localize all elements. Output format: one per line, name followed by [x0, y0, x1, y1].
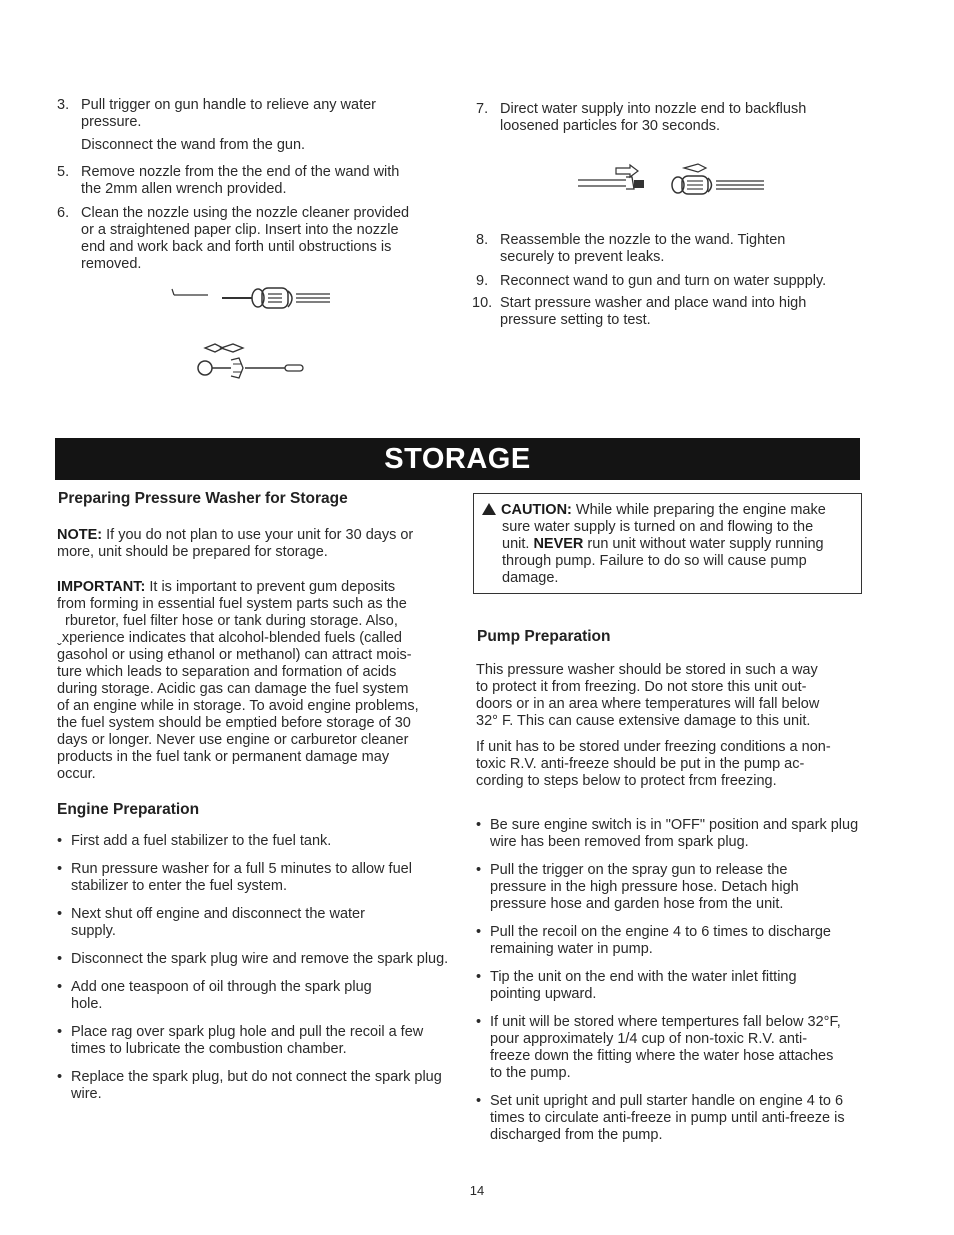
step-line: Reassemble the nozzle to the wand. Tighten: [500, 232, 786, 248]
pump-paragraph-1: [476, 662, 876, 730]
section-heading: Preparing Pressure Washer for Storage: [58, 490, 348, 507]
backflush-illustration: [574, 160, 774, 202]
step-7: [476, 101, 876, 141]
list-item: • Set unit upright and pull starter handle on engine 4 to 6 times to circulate anti-freeze in pump until anti-freeze is discharged from the pump.: [476, 1093, 871, 1144]
paragraph-line: doors or in an area where temperatures will fall below: [476, 696, 820, 712]
page-number: 14: [469, 1183, 485, 1198]
paragraph-line: cording to steps below to protect frcm freezing.: [476, 773, 777, 789]
step-number: 9.: [476, 273, 489, 289]
caution-line: unit.: [502, 536, 534, 552]
important-text: It is important to prevent gum deposits: [145, 579, 396, 595]
caution-text: [482, 502, 857, 587]
step-line: securely to prevent leaks.: [500, 249, 665, 265]
step-line: removed.: [81, 256, 142, 272]
list-item: • Tip the unit on the end with the water inlet fitting pointing upward.: [476, 969, 871, 1003]
important-text: ˬxperience indicates that alcohol-blended fuels (called: [57, 630, 402, 646]
caution-line: sure water supply is turned on and flowing to the: [502, 519, 814, 535]
important-label: IMPORTANT:: [57, 579, 146, 595]
list-item: • If unit will be stored where tempertures fall below 32°F, pour approximately 1/4 cup of non-toxic R.V. anti-freeze down the fitting where the water hose attaches to the pump.: [476, 1014, 871, 1082]
pump-paragraph-2: [476, 739, 876, 790]
step-number: 8.: [476, 232, 489, 248]
paragraph-line: This pressure washer should be stored in such a way: [476, 662, 818, 678]
caution-line: While while preparing the engine make: [571, 502, 826, 518]
step-3: [57, 97, 437, 137]
important-text: from forming in essential fuel system parts such as the: [57, 596, 407, 612]
step-9: [476, 273, 876, 293]
important-text: ture which leads to separation and formation of acids: [57, 664, 397, 680]
caution-box: [473, 493, 862, 594]
list-item: • Place rag over spark plug hole and pull the recoil a few times to lubricate the combustion chamber.: [57, 1024, 452, 1058]
important-text: during storage. Acidic gas can damage the fuel system: [57, 681, 409, 697]
important-text: products in the fuel tank or permanent damage may: [57, 749, 390, 765]
list-item: • Run pressure washer for a full 5 minutes to allow fuel stabilizer to enter the fuel system.: [57, 861, 452, 895]
paragraph-line: to protect it from freezing. Do not store this unit out-: [476, 679, 807, 695]
note-text: more, unit should be prepared for storage.: [57, 544, 328, 560]
pump-preparation-list: [476, 817, 871, 1155]
step-8: [476, 232, 876, 272]
list-item: • Replace the spark plug, but do not connect the spark plug wire.: [57, 1069, 452, 1103]
note-label: NOTE:: [57, 527, 103, 543]
step-line: Clean the nozzle using the nozzle cleaner provided: [81, 205, 410, 221]
paragraph-line: 32° F. This can cause extensive damage to this unit.: [476, 713, 811, 729]
list-item: • Disconnect the spark plug wire and remove the spark plug.: [57, 951, 452, 968]
list-item: • Be sure engine switch is in "OFF" position and spark plug wire has been removed from spark plug.: [476, 817, 871, 851]
step-line: Direct water supply into nozzle end to backflush: [500, 101, 807, 117]
warning-triangle-icon: [482, 503, 496, 515]
caution-label: CAUTION:: [501, 502, 572, 518]
list-item: • Pull the trigger on the spray gun to release the pressure in the high pressure hose. Detach high pressure hose and garden hose from the unit.: [476, 862, 871, 913]
pump-preparation-heading: Pump Preparation: [477, 628, 611, 645]
important-text: rburetor, fuel filter hose or tank during storage. Also,: [65, 613, 398, 629]
never-label: NEVER: [533, 536, 584, 552]
step-number: 5.: [57, 164, 70, 180]
nozzle-cleaning-illustration: [170, 283, 340, 323]
engine-preparation-list: [57, 833, 452, 1114]
nozzle-parts-illustration: [193, 340, 313, 382]
step-line: pressure.: [81, 114, 142, 130]
engine-preparation-heading: Engine Preparation: [57, 801, 200, 818]
list-item: • First add a fuel stabilizer to the fuel tank.: [57, 833, 452, 850]
step-number: 10.: [472, 295, 493, 311]
step-number: 7.: [476, 101, 489, 117]
step-line: Reconnect wand to gun and turn on water suppply.: [500, 273, 827, 289]
step-line: the 2mm allen wrench provided.: [81, 181, 287, 197]
note-text: If you do not plan to use your unit for 30 days or: [102, 527, 414, 543]
list-item: • Add one teaspoon of oil through the spark plug hole.: [57, 979, 452, 1013]
caution-line: run unit without water supply running: [583, 536, 824, 552]
important-text: the fuel system should be emptied before storage of 30: [57, 715, 411, 731]
storage-banner: [55, 438, 860, 480]
important-text: gasohol or using ethanol or methanol) can attract mois-: [57, 647, 412, 663]
step-6: [57, 205, 447, 275]
banner-title: STORAGE: [384, 443, 531, 475]
step-10: [472, 295, 876, 335]
important-paragraph: [57, 579, 457, 783]
caution-line: through pump. Failure to do so will cause pump: [502, 553, 807, 569]
important-text: days or longer. Never use engine or carburetor cleaner: [57, 732, 409, 748]
step-number: 3.: [57, 97, 70, 113]
step-line: Remove nozzle from the the end of the wand with: [81, 164, 400, 180]
step-line: end and work back and forth until obstructions is: [81, 239, 392, 255]
paragraph-line: toxic R.V. anti-freeze should be put in the pump ac-: [476, 756, 805, 772]
step-line: Pull trigger on gun handle to relieve any water: [81, 97, 377, 113]
list-item: • Pull the recoil on the engine 4 to 6 times to discharge remaining water in pump.: [476, 924, 871, 958]
important-text: occur.: [57, 766, 96, 782]
step-line: loosened particles for 30 seconds.: [500, 118, 721, 134]
step-number: 6.: [57, 205, 70, 221]
note-paragraph: [57, 527, 457, 561]
step-extra-text: Disconnect the wand from the gun.: [81, 137, 306, 153]
list-item: • Next shut off engine and disconnect the water supply.: [57, 906, 452, 940]
step-line: or a straightened paper clip. Insert into the nozzle: [81, 222, 399, 238]
paragraph-line: If unit has to be stored under freezing conditions a non-: [476, 739, 831, 755]
step-line: Start pressure washer and place wand into high: [500, 295, 807, 311]
step-5: [57, 164, 437, 204]
step-line: pressure setting to test.: [500, 312, 651, 328]
caution-line: damage.: [502, 570, 559, 586]
important-text: of an engine while in storage. To avoid engine problems,: [57, 698, 419, 714]
